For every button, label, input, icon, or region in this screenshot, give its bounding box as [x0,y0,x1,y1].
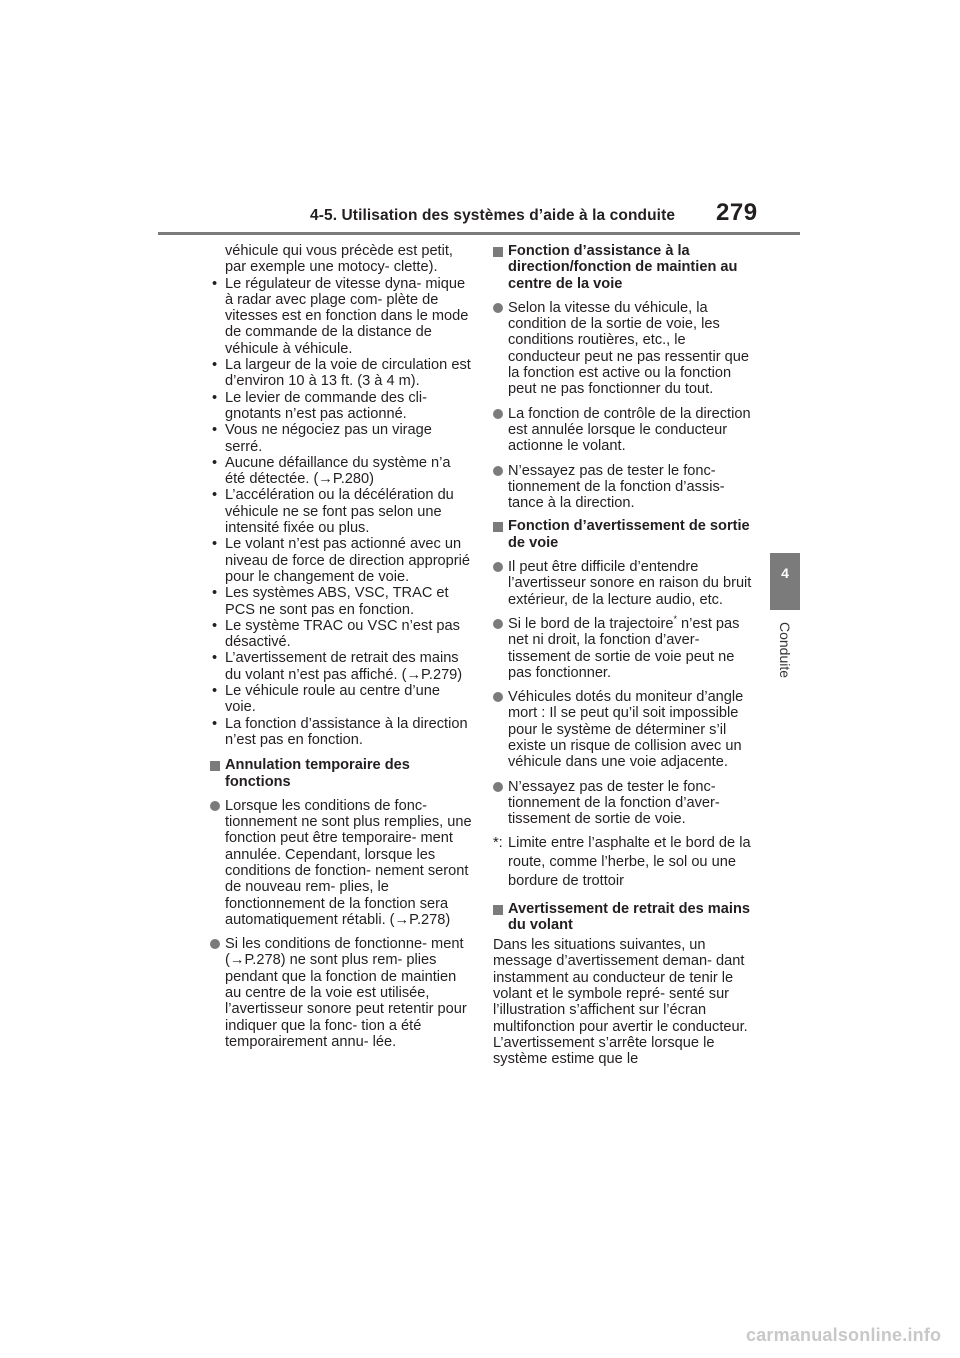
section-heading [210,757,472,790]
condition-item: • Vous ne négociez pas un virage serré. [210,422,472,455]
section-heading-text: Annulation temporaire des fonctions [225,757,410,790]
note-bullet [493,559,755,608]
body-paragraph: Dans les situations suivantes, un message d’avertissement deman- dant instamment au conducteur de tenir le volant et le symbole repré- senté sur l’illustration s’affichent sur l’écran multifonction pour avertir le conducteur. L’avertissement s’arrête lorsque le système estime que le [493,937,748,1068]
section-heading [493,243,755,292]
circle-bullet-icon [210,801,220,811]
circle-bullet-icon [493,619,503,629]
circle-bullet-icon [493,466,503,476]
note-bullet-text: Si le bord de la trajectoire [508,615,674,632]
section-heading-text: Avertissement de retrait des mains du volant [508,900,750,933]
note-bullet-text: Selon la vitesse du véhicule, la condition de la sortie de voie, les conditions routières, etc., le conducteur peut ne pas ressentir que la fonction est active ou la fonction peut ne pas fonctionner du tout. [508,299,749,398]
note-bullet-text: Lorsque les conditions de fonc- tionnement ne sont plus remplies, une fonction peut être temporaire- ment annulée. Cependant, lorsque les conditions de fonction- nement seront de nouveau rem- plies, le fonctionnement de la fonction sera automatiquement rétabli. (→P.278) [225,797,472,928]
condition-item: • Le levier de commande des cli- gnotants n’est pas actionné. [210,390,472,423]
note-bullet-text: N’essayez pas de tester le fonc- tionnement de la fonction d’assis- tance à la direction. [508,462,725,512]
condition-item: • Le véhicule roule au centre d’une voie. [210,683,472,716]
note-bullet [210,936,472,1050]
right-column [493,243,755,1067]
note-bullet [493,406,755,455]
square-bullet-icon [493,905,503,915]
condition-item: • Les systèmes ABS, VSC, TRAC et PCS ne sont pas en fonction. [210,585,472,618]
section-heading [493,518,755,551]
circle-bullet-icon [493,692,503,702]
square-bullet-icon [493,247,503,257]
square-bullet-icon [493,522,503,532]
condition-item: • La largeur de la voie de circulation est d’environ 10 à 13 ft. (3 à 4 m). [210,357,472,390]
note-bullet-text: Véhicules dotés du moniteur d’angle mort : Il se peut qu’il soit impossible pour le système de déterminer s’il existe un risque de collision avec un véhicule dans une voie adjacente. [508,689,744,771]
note-bullet-text: N’essayez pas de tester le fonc- tionnement de la fonction d’aver- tissement de sortie de voie. [508,778,720,828]
note-bullet [210,798,472,928]
section-heading-text: Fonction d’avertissement de sortie de voie [508,518,750,551]
condition-item: • L’accélération ou la décélération du véhicule ne se font pas selon une intensité fixée ou plus. [210,487,472,536]
footnote-text: Limite entre l’asphalte et le bord de la route, comme l’herbe, le sol ou une bordure de trottoir [508,834,751,889]
chapter-label: Conduite [777,622,793,679]
condition-item: • Le volant n’est pas actionné avec un niveau de force de direction approprié pour le changement de voie. [210,536,472,585]
note-bullet-text: Si les conditions de fonctionne- ment (→P.278) ne sont plus rem- plies pendant que la fonction de maintien au centre de la voie est utilisée, l’avertisseur sonore peut retentir pour indiquer que la fonc- tion a été temporairement annu- lée. [225,936,467,1050]
note-bullet-text: La fonction de contrôle de la direction est annulée lorsque le conducteur actionne le volant. [508,405,751,455]
left-column [210,243,472,1050]
watermark: carmanualsonline.info [746,1325,942,1345]
section-heading [493,901,755,934]
circle-bullet-icon [493,303,503,313]
circle-bullet-icon [210,939,220,949]
note-bullet-text-cont: n’est pas net ni droit, la fonction d’aver- tissement de sortie de voie peut ne pas fonctionner. [508,615,740,681]
chapter-number: 4 [781,565,789,581]
condition-item: • La fonction d’assistance à la direction n’est pas en fonction. [210,716,472,749]
condition-item: • L’avertissement de retrait des mains du volant n’est pas affiché. (→P.279) [210,650,472,683]
note-bullet [493,300,755,398]
header-rule [158,232,800,235]
section-heading-text: Fonction d’assistance à la direction/fonction de maintien au centre de la voie [508,243,738,292]
chapter-tab [770,553,800,610]
note-bullet-text: Il peut être difficile d’entendre l’avertisseur sonore en raison du bruit extérieur, de la lecture audio, etc. [508,559,752,608]
note-bullet [493,463,755,512]
square-bullet-icon [210,761,220,771]
condition-item: • Le régulateur de vitesse dyna- mique à radar avec plage com- plète de vitesses est en fonction dans le mode de commande de la distance de véhicule à véhicule. [210,276,472,357]
page-number: 279 [716,199,758,226]
continued-text: véhicule qui vous précède est petit, par exemple une motocy- clette). [225,243,453,276]
footnote [493,834,755,891]
footnote-mark: *: [493,834,503,851]
note-bullet [493,779,755,828]
circle-bullet-icon [493,409,503,419]
condition-item: • Aucune défaillance du système n’a été détectée. (→P.280) [210,455,472,488]
circle-bullet-icon [493,782,503,792]
note-bullet [493,689,755,770]
footnote-star: * [673,614,677,625]
note-bullet [493,616,755,681]
section-header-title: 4-5. Utilisation des systèmes d’aide à la conduite [310,207,676,224]
condition-item: • Le système TRAC ou VSC n’est pas désactivé. [210,618,472,651]
circle-bullet-icon [493,562,503,572]
